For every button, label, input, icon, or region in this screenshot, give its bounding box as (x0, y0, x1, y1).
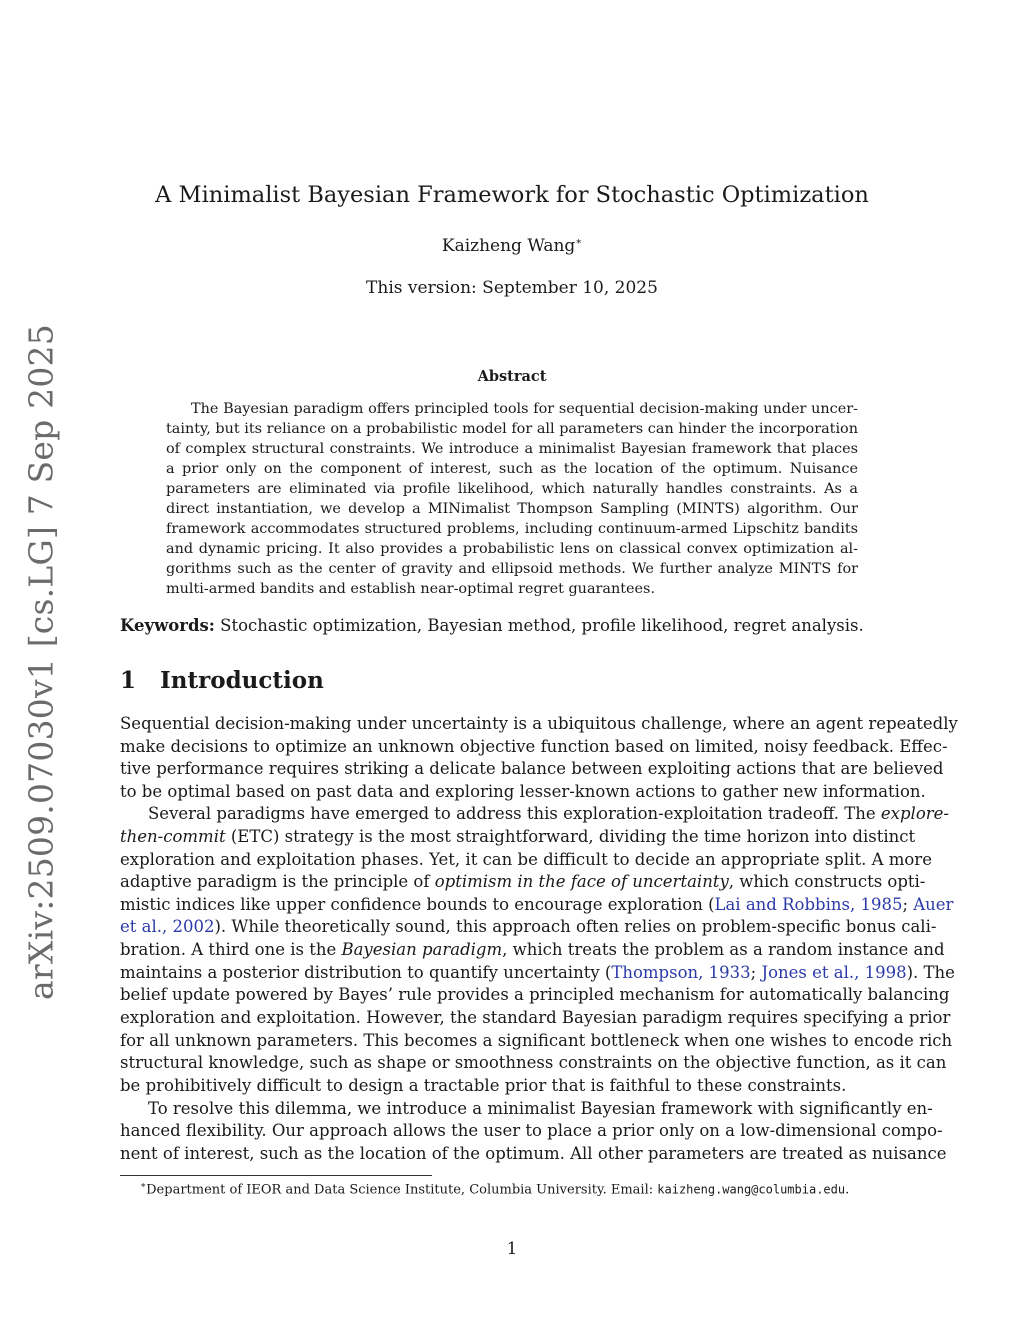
emphasis: Bayesian paradigm (341, 940, 503, 959)
body-line: be prohibitively difficult to design a tractable prior that is faithful to these constraints. (120, 1076, 847, 1095)
text-run: , which treats the problem as a random instance and (502, 940, 945, 959)
body-line (120, 916, 937, 939)
text-run: ; (750, 963, 762, 982)
body-line: for all unknown parameters. This becomes a significant bottleneck when one wishes to encode rich (120, 1031, 953, 1050)
abstract-line: direct instantiation, we develop a MINimalist Thompson Sampling (MINTS) algorithm. Our (166, 501, 858, 517)
footnote-rule (120, 1175, 432, 1176)
section-heading (120, 667, 324, 694)
author-footnote-mark: ∗ (575, 236, 583, 248)
body-line: exploration and exploitation. However, the standard Bayesian paradigm requires specifying a prior (120, 1008, 951, 1027)
footnote-text: Department of IEOR and Data Science Institute, Columbia University. Email: (146, 1182, 658, 1198)
text-run: maintains a posterior distribution to quantify uncertainty ( (120, 963, 612, 982)
body-line: belief update powered by Bayes’ rule provides a principled mechanism for automatically balancing (120, 985, 950, 1004)
page-number: 1 (506, 1239, 518, 1258)
footnote (120, 1181, 904, 1197)
author-line (0, 236, 1024, 256)
body-line (120, 939, 945, 962)
body-line (120, 871, 926, 894)
abstract-line: multi-armed bandits and establish near-optimal regret guarantees. (166, 581, 656, 597)
abstract-line: The Bayesian paradigm offers principled tools for sequential decision-making under uncer- (191, 401, 858, 417)
text-run: ; (902, 895, 914, 914)
section-number: 1 (120, 667, 137, 694)
text-run: ). The (906, 963, 955, 982)
email-link[interactable]: kaizheng.wang@columbia.edu (657, 1182, 846, 1197)
body-line (120, 803, 949, 826)
abstract-line: and dynamic pricing. It also provides a probabilistic lens on classical convex optimization al- (166, 541, 858, 557)
emphasis: explore- (880, 804, 949, 823)
body-line: tive performance requires striking a delicate balance between exploiting actions that are believed (120, 759, 944, 778)
body-line: exploration and exploitation phases. Yet, it can be difficult to decide an appropriate split. A more (120, 850, 932, 869)
body-line: make decisions to optimize an unknown objective function based on limited, noisy feedback. Effec- (120, 737, 948, 756)
abstract-line: a prior only on the component of interest, such as the location of the optimum. Nuisance (166, 461, 858, 477)
body-line (120, 826, 916, 849)
abstract-line: parameters are eliminated via profile likelihood, which naturally handles constraints. As a (166, 481, 858, 497)
body-line: nent of interest, such as the location of the optimum. All other parameters are treated as nuisance (120, 1144, 947, 1163)
section-title: Introduction (160, 667, 324, 694)
abstract-line: gorithms such as the center of gravity and ellipsoid methods. We further analyze MINTS for (166, 561, 858, 577)
body-line: To resolve this dilemma, we introduce a minimalist Bayesian framework with significantly en- (148, 1099, 933, 1118)
citation-link[interactable]: Auer (913, 895, 954, 914)
text-run: bration. A third one is the (120, 940, 342, 959)
body-line (120, 894, 954, 917)
citation-link[interactable]: Lai and Robbins, 1985 (714, 895, 903, 914)
paper-title: A Minimalist Bayesian Framework for Stochastic Optimization (155, 182, 869, 208)
emphasis: then-commit (120, 827, 226, 846)
text-run: ). While theoretically sound, this approach often relies on problem-specific bonus cali- (214, 917, 937, 936)
body-line: hanced flexibility. Our approach allows the user to place a prior only on a low-dimensional compo- (120, 1121, 943, 1140)
body-line: to be optimal based on past data and exploring lesser-known actions to gather new information. (120, 782, 926, 801)
text-run: mistic indices like upper confidence bounds to encourage exploration ( (120, 895, 715, 914)
citation-link[interactable]: et al., 2002 (120, 917, 215, 936)
abstract-line: framework accommodates structured problems, including continuum-armed Lipschitz bandits (166, 521, 858, 537)
footnote-mark: ∗ (140, 1181, 147, 1191)
body-line: structural knowledge, such as shape or smoothness constraints on the objective function, as it can (120, 1053, 947, 1072)
text-run: , which constructs opti- (728, 872, 926, 891)
footnote-end: . (845, 1182, 850, 1198)
keywords-label: Keywords: (120, 616, 215, 635)
version-date: This version: September 10, 2025 (366, 278, 658, 298)
text-run: Several paradigms have emerged to address this exploration-exploitation tradeoff. The (148, 804, 881, 823)
text-run: (ETC) strategy is the most straightforward, dividing the time horizon into distinct (225, 827, 916, 846)
arxiv-stamp-text: arXiv:2509.07030v1 [cs.LG] 7 Sep 2025 (21, 324, 61, 1000)
citation-link[interactable]: Jones et al., 1998 (761, 963, 907, 982)
abstract-line: of complex structural constraints. We introduce a minimalist Bayesian framework that places (166, 441, 858, 457)
body-line: Sequential decision-making under uncertainty is a ubiquitous challenge, where an agent repeatedly (120, 714, 958, 733)
citation-link[interactable]: Thompson, 1933 (611, 963, 751, 982)
emphasis: optimism in the face of uncertainty (434, 872, 729, 891)
author-name: Kaizheng Wang (441, 236, 576, 256)
keywords (120, 616, 864, 635)
abstract-line: tainty, but its reliance on a probabilistic model for all parameters can hinder the incorporation (166, 421, 858, 437)
text-run: adaptive paradigm is the principle of (120, 872, 435, 891)
keywords-text: Stochastic optimization, Bayesian method, profile likelihood, regret analysis. (220, 616, 864, 635)
abstract-heading: Abstract (477, 368, 547, 385)
body-line (120, 962, 955, 985)
